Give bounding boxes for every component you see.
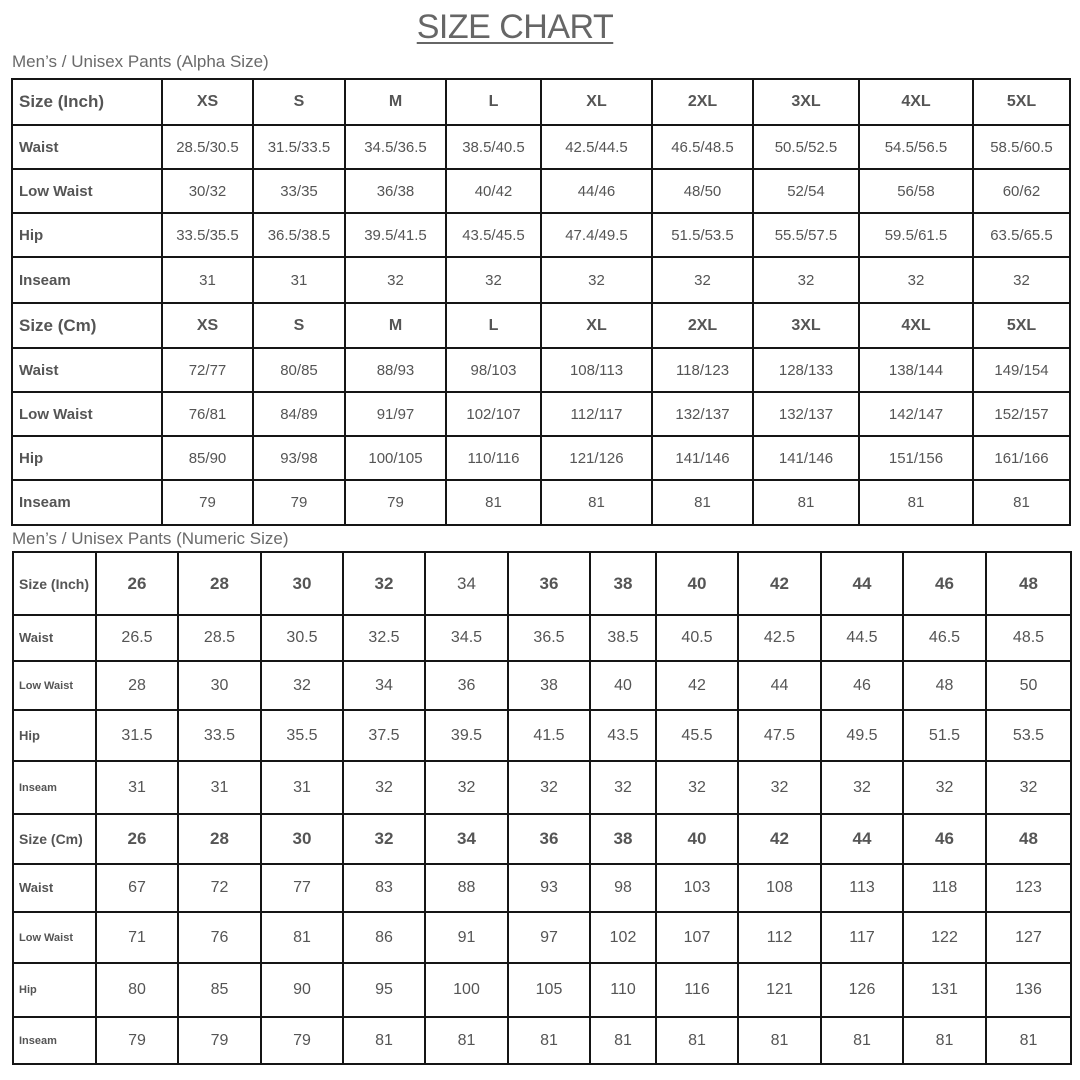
numeric-section-label: Men’s / Unisex Pants (Numeric Size) <box>12 529 289 548</box>
size-header-cell: 32 <box>343 814 425 864</box>
measurement-cell: 32 <box>652 257 753 303</box>
measurement-cell: 76 <box>178 912 261 963</box>
measurement-cell: 30 <box>178 661 261 710</box>
measurement-cell: 81 <box>343 1017 425 1064</box>
measurement-cell: 121 <box>738 963 821 1017</box>
size-header-cell: M <box>345 79 446 125</box>
measurement-cell: 42 <box>656 661 738 710</box>
measurement-cell: 79 <box>345 480 446 525</box>
size-header-row <box>13 552 1071 615</box>
measurement-cell: 36.5 <box>508 615 590 661</box>
measurement-cell: 32 <box>903 761 986 814</box>
measurement-cell: 38.5/40.5 <box>446 125 541 169</box>
alpha-section-label: Men’s / Unisex Pants (Alpha Size) <box>12 52 269 71</box>
size-header-cell: 48 <box>986 814 1071 864</box>
measurement-cell: 108/113 <box>541 348 652 392</box>
measurement-cell: 81 <box>508 1017 590 1064</box>
measurement-row <box>13 761 1071 814</box>
size-header-cell: 34 <box>425 814 508 864</box>
measurement-cell: 93 <box>508 864 590 912</box>
measurement-cell: 113 <box>821 864 903 912</box>
measurement-cell: 32 <box>753 257 859 303</box>
measurement-cell: 122 <box>903 912 986 963</box>
measurement-cell: 32 <box>345 257 446 303</box>
measurement-row <box>12 480 1070 525</box>
measurement-cell: 47.4/49.5 <box>541 213 652 257</box>
measurement-cell: 40 <box>590 661 656 710</box>
size-header-cell: 4XL <box>859 303 973 348</box>
measurement-cell: 131 <box>903 963 986 1017</box>
measurement-cell: 36/38 <box>345 169 446 213</box>
measurement-cell: 79 <box>178 1017 261 1064</box>
measurement-cell: 48.5 <box>986 615 1071 661</box>
measurement-cell: 31.5/33.5 <box>253 125 345 169</box>
size-header-row <box>12 303 1070 348</box>
measurement-cell: 56/58 <box>859 169 973 213</box>
size-header-cell: 34 <box>425 552 508 615</box>
measurement-row <box>12 348 1070 392</box>
measurement-cell: 32 <box>738 761 821 814</box>
measurement-cell: 76/81 <box>162 392 253 436</box>
measurement-cell: 112 <box>738 912 821 963</box>
measurement-cell: 46.5/48.5 <box>652 125 753 169</box>
measurement-cell: 40.5 <box>656 615 738 661</box>
size-header-cell: 46 <box>903 814 986 864</box>
measurement-cell: 58.5/60.5 <box>973 125 1070 169</box>
size-header-cell: 4XL <box>859 79 973 125</box>
measurement-cell: 126 <box>821 963 903 1017</box>
measurement-cell: 81 <box>652 480 753 525</box>
measurement-cell: 85 <box>178 963 261 1017</box>
alpha-size-table <box>11 78 1071 526</box>
measurement-row <box>13 963 1071 1017</box>
size-header-cell: 28 <box>178 814 261 864</box>
size-header-cell: S <box>253 303 345 348</box>
measurement-cell: 44/46 <box>541 169 652 213</box>
measurement-cell: 79 <box>162 480 253 525</box>
measurement-cell: 128/133 <box>753 348 859 392</box>
measurement-cell: 127 <box>986 912 1071 963</box>
measurement-cell: 49.5 <box>821 710 903 761</box>
measurement-cell: 63.5/65.5 <box>973 213 1070 257</box>
measurement-cell: 31 <box>162 257 253 303</box>
measurement-cell: 28.5 <box>178 615 261 661</box>
size-header-cell: 30 <box>261 552 343 615</box>
numeric-size-table <box>12 551 1072 1065</box>
measurement-cell: 32 <box>859 257 973 303</box>
measurement-cell: 98 <box>590 864 656 912</box>
measurement-cell: 118 <box>903 864 986 912</box>
size-header-cell: 42 <box>738 552 821 615</box>
measurement-cell: 32 <box>986 761 1071 814</box>
measurement-cell: 53.5 <box>986 710 1071 761</box>
measurement-cell: 81 <box>973 480 1070 525</box>
row-label: Size (Cm) <box>12 303 162 348</box>
measurement-cell: 95 <box>343 963 425 1017</box>
size-header-cell: XS <box>162 79 253 125</box>
measurement-cell: 30/32 <box>162 169 253 213</box>
measurement-cell: 93/98 <box>253 436 345 480</box>
size-header-cell: 28 <box>178 552 261 615</box>
measurement-cell: 50.5/52.5 <box>753 125 859 169</box>
measurement-row <box>12 392 1070 436</box>
row-label: Low Waist <box>12 169 162 213</box>
measurement-cell: 32 <box>343 761 425 814</box>
size-header-cell: 46 <box>903 552 986 615</box>
measurement-cell: 46 <box>821 661 903 710</box>
measurement-cell: 31 <box>178 761 261 814</box>
measurement-cell: 31 <box>261 761 343 814</box>
measurement-cell: 43.5 <box>590 710 656 761</box>
measurement-cell: 161/166 <box>973 436 1070 480</box>
measurement-cell: 32 <box>590 761 656 814</box>
measurement-cell: 149/154 <box>973 348 1070 392</box>
measurement-cell: 152/157 <box>973 392 1070 436</box>
row-label: Hip <box>13 710 96 761</box>
measurement-cell: 81 <box>425 1017 508 1064</box>
row-label: Low Waist <box>13 912 96 963</box>
row-label: Size (Cm) <box>13 814 96 864</box>
measurement-cell: 103 <box>656 864 738 912</box>
measurement-row <box>12 169 1070 213</box>
measurement-cell: 108 <box>738 864 821 912</box>
measurement-cell: 42.5 <box>738 615 821 661</box>
measurement-cell: 110 <box>590 963 656 1017</box>
measurement-cell: 32 <box>973 257 1070 303</box>
measurement-cell: 33.5/35.5 <box>162 213 253 257</box>
row-label: Low Waist <box>13 661 96 710</box>
row-label: Waist <box>13 615 96 661</box>
measurement-cell: 34.5 <box>425 615 508 661</box>
size-header-cell: 40 <box>656 552 738 615</box>
size-header-cell: 36 <box>508 814 590 864</box>
measurement-cell: 141/146 <box>652 436 753 480</box>
size-header-cell: 2XL <box>652 79 753 125</box>
measurement-cell: 81 <box>986 1017 1071 1064</box>
measurement-cell: 33.5 <box>178 710 261 761</box>
row-label: Low Waist <box>12 392 162 436</box>
measurement-cell: 77 <box>261 864 343 912</box>
row-label: Inseam <box>12 480 162 525</box>
row-label: Hip <box>12 436 162 480</box>
measurement-row <box>13 912 1071 963</box>
measurement-cell: 118/123 <box>652 348 753 392</box>
measurement-cell: 38.5 <box>590 615 656 661</box>
measurement-cell: 35.5 <box>261 710 343 761</box>
size-header-cell: 3XL <box>753 79 859 125</box>
size-header-cell: L <box>446 303 541 348</box>
measurement-cell: 80 <box>96 963 178 1017</box>
measurement-row <box>12 436 1070 480</box>
measurement-cell: 32 <box>261 661 343 710</box>
measurement-cell: 71 <box>96 912 178 963</box>
measurement-cell: 132/137 <box>753 392 859 436</box>
measurement-cell: 32 <box>446 257 541 303</box>
measurement-cell: 81 <box>903 1017 986 1064</box>
measurement-cell: 142/147 <box>859 392 973 436</box>
measurement-cell: 32 <box>425 761 508 814</box>
size-header-row <box>12 79 1070 125</box>
measurement-cell: 107 <box>656 912 738 963</box>
measurement-cell: 132/137 <box>652 392 753 436</box>
measurement-cell: 47.5 <box>738 710 821 761</box>
measurement-cell: 32 <box>656 761 738 814</box>
size-header-cell: 44 <box>821 552 903 615</box>
size-header-cell: 44 <box>821 814 903 864</box>
measurement-cell: 33/35 <box>253 169 345 213</box>
measurement-cell: 83 <box>343 864 425 912</box>
size-header-cell: XL <box>541 303 652 348</box>
measurement-cell: 48 <box>903 661 986 710</box>
measurement-cell: 51.5/53.5 <box>652 213 753 257</box>
measurement-cell: 81 <box>738 1017 821 1064</box>
size-header-cell: 42 <box>738 814 821 864</box>
measurement-cell: 44 <box>738 661 821 710</box>
measurement-row <box>13 864 1071 912</box>
measurement-cell: 81 <box>821 1017 903 1064</box>
measurement-cell: 28.5/30.5 <box>162 125 253 169</box>
measurement-cell: 81 <box>859 480 973 525</box>
measurement-cell: 34.5/36.5 <box>345 125 446 169</box>
measurement-cell: 121/126 <box>541 436 652 480</box>
measurement-cell: 136 <box>986 963 1071 1017</box>
measurement-cell: 100/105 <box>345 436 446 480</box>
row-label: Waist <box>12 125 162 169</box>
measurement-cell: 81 <box>656 1017 738 1064</box>
measurement-cell: 32 <box>541 257 652 303</box>
row-label: Inseam <box>13 1017 96 1064</box>
measurement-row <box>13 615 1071 661</box>
measurement-cell: 38 <box>508 661 590 710</box>
measurement-cell: 88 <box>425 864 508 912</box>
size-header-cell: 32 <box>343 552 425 615</box>
measurement-cell: 123 <box>986 864 1071 912</box>
measurement-cell: 59.5/61.5 <box>859 213 973 257</box>
measurement-cell: 36.5/38.5 <box>253 213 345 257</box>
measurement-cell: 39.5 <box>425 710 508 761</box>
size-header-cell: 26 <box>96 552 178 615</box>
measurement-cell: 46.5 <box>903 615 986 661</box>
size-header-cell: 26 <box>96 814 178 864</box>
row-label: Hip <box>12 213 162 257</box>
measurement-cell: 72/77 <box>162 348 253 392</box>
size-header-cell: 38 <box>590 814 656 864</box>
measurement-cell: 117 <box>821 912 903 963</box>
size-header-cell: 2XL <box>652 303 753 348</box>
measurement-cell: 91 <box>425 912 508 963</box>
measurement-cell: 31 <box>96 761 178 814</box>
measurement-cell: 41.5 <box>508 710 590 761</box>
measurement-cell: 90 <box>261 963 343 1017</box>
measurement-cell: 141/146 <box>753 436 859 480</box>
measurement-cell: 110/116 <box>446 436 541 480</box>
measurement-cell: 98/103 <box>446 348 541 392</box>
size-header-cell: 36 <box>508 552 590 615</box>
measurement-row <box>13 661 1071 710</box>
measurement-cell: 81 <box>446 480 541 525</box>
size-header-cell: 30 <box>261 814 343 864</box>
measurement-cell: 60/62 <box>973 169 1070 213</box>
row-label: Waist <box>13 864 96 912</box>
measurement-cell: 39.5/41.5 <box>345 213 446 257</box>
row-label: Inseam <box>13 761 96 814</box>
measurement-cell: 37.5 <box>343 710 425 761</box>
measurement-cell: 102/107 <box>446 392 541 436</box>
measurement-cell: 40/42 <box>446 169 541 213</box>
measurement-cell: 97 <box>508 912 590 963</box>
row-label: Hip <box>13 963 96 1017</box>
measurement-cell: 51.5 <box>903 710 986 761</box>
measurement-cell: 44.5 <box>821 615 903 661</box>
measurement-cell: 81 <box>753 480 859 525</box>
measurement-cell: 116 <box>656 963 738 1017</box>
row-label: Size (Inch) <box>12 79 162 125</box>
measurement-cell: 55.5/57.5 <box>753 213 859 257</box>
size-header-cell: S <box>253 79 345 125</box>
measurement-cell: 67 <box>96 864 178 912</box>
size-header-cell: 48 <box>986 552 1071 615</box>
measurement-cell: 138/144 <box>859 348 973 392</box>
measurement-cell: 42.5/44.5 <box>541 125 652 169</box>
measurement-cell: 81 <box>590 1017 656 1064</box>
size-header-cell: XS <box>162 303 253 348</box>
measurement-cell: 84/89 <box>253 392 345 436</box>
measurement-cell: 88/93 <box>345 348 446 392</box>
measurement-cell: 112/117 <box>541 392 652 436</box>
row-label: Size (Inch) <box>13 552 96 615</box>
measurement-cell: 86 <box>343 912 425 963</box>
measurement-cell: 32 <box>508 761 590 814</box>
measurement-cell: 85/90 <box>162 436 253 480</box>
size-header-cell: XL <box>541 79 652 125</box>
measurement-cell: 26.5 <box>96 615 178 661</box>
measurement-cell: 81 <box>261 912 343 963</box>
measurement-cell: 36 <box>425 661 508 710</box>
measurement-cell: 31.5 <box>96 710 178 761</box>
row-label: Inseam <box>12 257 162 303</box>
measurement-cell: 34 <box>343 661 425 710</box>
measurement-row <box>12 213 1070 257</box>
measurement-cell: 91/97 <box>345 392 446 436</box>
measurement-cell: 79 <box>253 480 345 525</box>
measurement-cell: 72 <box>178 864 261 912</box>
measurement-cell: 79 <box>261 1017 343 1064</box>
measurement-row <box>13 710 1071 761</box>
measurement-cell: 50 <box>986 661 1071 710</box>
page-title: SIZE CHART <box>416 8 614 46</box>
measurement-cell: 28 <box>96 661 178 710</box>
measurement-cell: 100 <box>425 963 508 1017</box>
measurement-cell: 48/50 <box>652 169 753 213</box>
measurement-row <box>12 257 1070 303</box>
measurement-cell: 105 <box>508 963 590 1017</box>
measurement-cell: 43.5/45.5 <box>446 213 541 257</box>
measurement-cell: 102 <box>590 912 656 963</box>
size-header-row <box>13 814 1071 864</box>
measurement-row <box>13 1017 1071 1064</box>
measurement-cell: 31 <box>253 257 345 303</box>
measurement-cell: 79 <box>96 1017 178 1064</box>
measurement-cell: 45.5 <box>656 710 738 761</box>
size-header-cell: 5XL <box>973 303 1070 348</box>
size-header-cell: 40 <box>656 814 738 864</box>
measurement-cell: 52/54 <box>753 169 859 213</box>
measurement-cell: 32.5 <box>343 615 425 661</box>
row-label: Waist <box>12 348 162 392</box>
size-header-cell: 38 <box>590 552 656 615</box>
measurement-row <box>12 125 1070 169</box>
measurement-cell: 54.5/56.5 <box>859 125 973 169</box>
size-header-cell: 3XL <box>753 303 859 348</box>
measurement-cell: 151/156 <box>859 436 973 480</box>
measurement-cell: 81 <box>541 480 652 525</box>
measurement-cell: 32 <box>821 761 903 814</box>
size-header-cell: M <box>345 303 446 348</box>
size-header-cell: L <box>446 79 541 125</box>
measurement-cell: 30.5 <box>261 615 343 661</box>
size-header-cell: 5XL <box>973 79 1070 125</box>
measurement-cell: 80/85 <box>253 348 345 392</box>
